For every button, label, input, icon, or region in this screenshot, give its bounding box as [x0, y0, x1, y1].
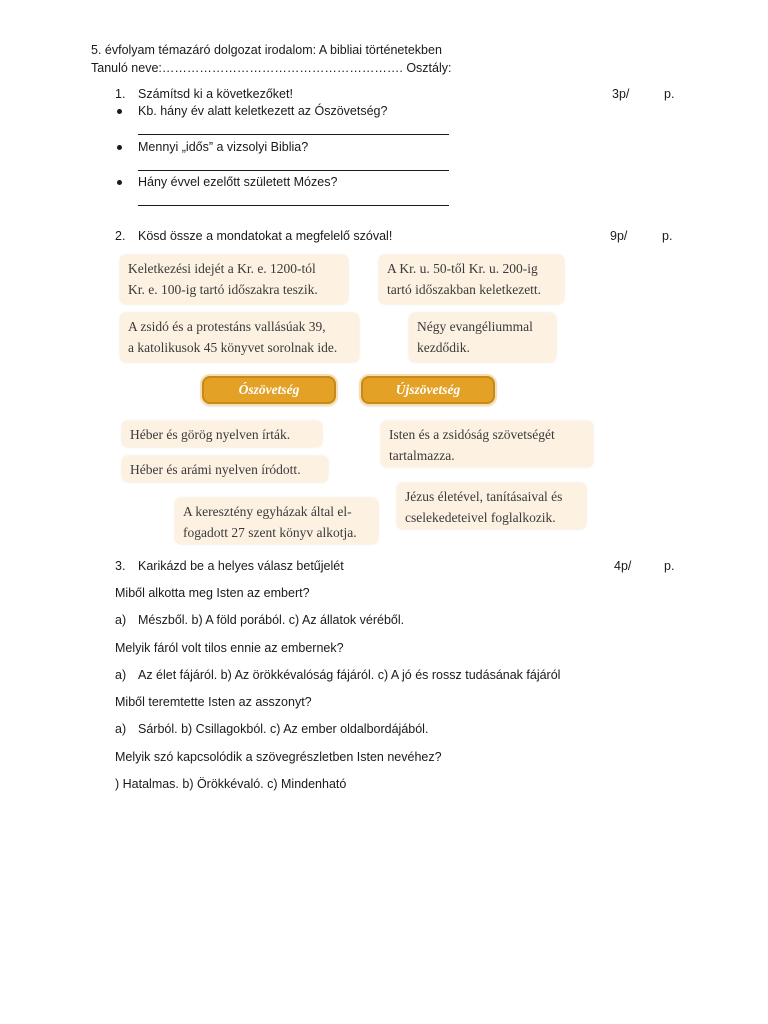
statement-line: tartalmazza. [389, 448, 455, 463]
q3-question-3: Miből teremtette Isten az asszonyt? [115, 695, 312, 709]
statement-line: A zsidó és a protestáns vallásúak 39, [128, 319, 326, 334]
statement-line: A Kr. u. 50-től Kr. u. 200-ig [387, 261, 538, 276]
q3-question-2: Melyik fáról volt tilos ennie az embernek? [115, 641, 344, 655]
statement-line: kezdődik. [417, 340, 470, 355]
q3-answers-1[interactable]: Mészből. b) A föld porából. c) Az állatok véréből. [138, 613, 405, 627]
statement-line: Kr. e. 100-ig tartó időszakra teszik. [128, 282, 318, 297]
statement-box[interactable] [122, 456, 328, 482]
answer-line-2[interactable] [138, 170, 449, 171]
q2-text: Kösd össze a mondatokat a megfelelő szóval! [138, 229, 393, 243]
q3-marker-2: a) [115, 668, 127, 682]
q2-p: p. [662, 229, 673, 243]
label-oszovetseg[interactable]: Ószövetség [202, 376, 336, 404]
bullet-icon [117, 145, 122, 150]
statement-line: a katolikusok 45 könyvet sorolnak ide. [128, 340, 338, 355]
bullet-icon [117, 180, 122, 185]
answer-line-3[interactable] [138, 205, 449, 206]
q2-points: 9p/ [610, 229, 628, 243]
q1-item-1: Kb. hány év alatt keletkezett az Ószövetség? [138, 104, 388, 118]
statement-box[interactable] [120, 313, 359, 362]
statement-line: A keresztény egyházak által el- [183, 504, 352, 519]
q3-marker-3: a) [115, 722, 127, 736]
q1-p: p. [664, 87, 675, 101]
statement-line: Négy evangéliummal [417, 319, 533, 334]
answer-line-1[interactable] [138, 134, 449, 135]
statement-box[interactable] [379, 255, 564, 304]
statement-line: Isten és a zsidóság szövetségét [389, 427, 555, 442]
statement-box[interactable] [409, 313, 556, 362]
q3-p: p. [664, 559, 675, 573]
statement-line: fogadott 27 szent könyv alkotja. [183, 525, 357, 540]
q1-text: Számítsd ki a következőket! [138, 87, 293, 101]
q1-number: 1. [115, 87, 126, 101]
label-ujszovetseg[interactable]: Újszövetség [361, 376, 495, 404]
q3-number: 3. [115, 559, 126, 573]
q3-marker-1: a) [115, 613, 127, 627]
q3-text: Karikázd be a helyes válasz betűjelét [138, 559, 344, 573]
bullet-icon [117, 109, 122, 114]
statement-box[interactable] [122, 421, 322, 447]
statement-box[interactable] [120, 255, 348, 304]
statement-line: Keletkezési idejét a Kr. e. 1200-tól [128, 261, 316, 276]
q3-question-4: Melyik szó kapcsolódik a szövegrészletben Isten nevéhez? [115, 750, 442, 764]
q3-answers-2[interactable]: Az élet fájáról. b) Az örökkévalóság fájáról. c) A jó és rossz tudásának fájáról [138, 668, 561, 682]
q3-question-1: Miből alkotta meg Isten az embert? [115, 586, 310, 600]
statement-box[interactable] [397, 483, 586, 529]
statement-line: tartó időszakban keletkezett. [387, 282, 542, 297]
q1-points: 3p/ [612, 87, 630, 101]
statement-line: Héber és görög nyelven írták. [130, 427, 291, 442]
statement-line: cselekedeteivel foglalkozik. [405, 510, 556, 525]
q3-answers-4[interactable]: ) Hatalmas. b) Örökkévaló. c) Mindenható [115, 777, 347, 791]
q2-number: 2. [115, 229, 126, 243]
q3-answers-3[interactable]: Sárból. b) Csillagokból. c) Az ember oldalbordájából. [138, 722, 429, 736]
statement-box[interactable] [175, 498, 378, 544]
q1-item-2: Mennyi „idős” a vizsolyi Biblia? [138, 140, 309, 154]
student-name-line: Tanuló neve:…………………………………………………. Osztály: [91, 61, 452, 75]
statement-line: Jézus életével, tanításaival és [405, 489, 563, 504]
worksheet-title: 5. évfolyam témazáró dolgozat irodalom: A bibliai történetekben [91, 43, 442, 57]
statement-box[interactable] [381, 421, 593, 467]
q1-item-3: Hány évvel ezelőtt született Mózes? [138, 175, 338, 189]
q3-points: 4p/ [614, 559, 632, 573]
statement-line: Héber és arámi nyelven íródott. [130, 462, 301, 477]
